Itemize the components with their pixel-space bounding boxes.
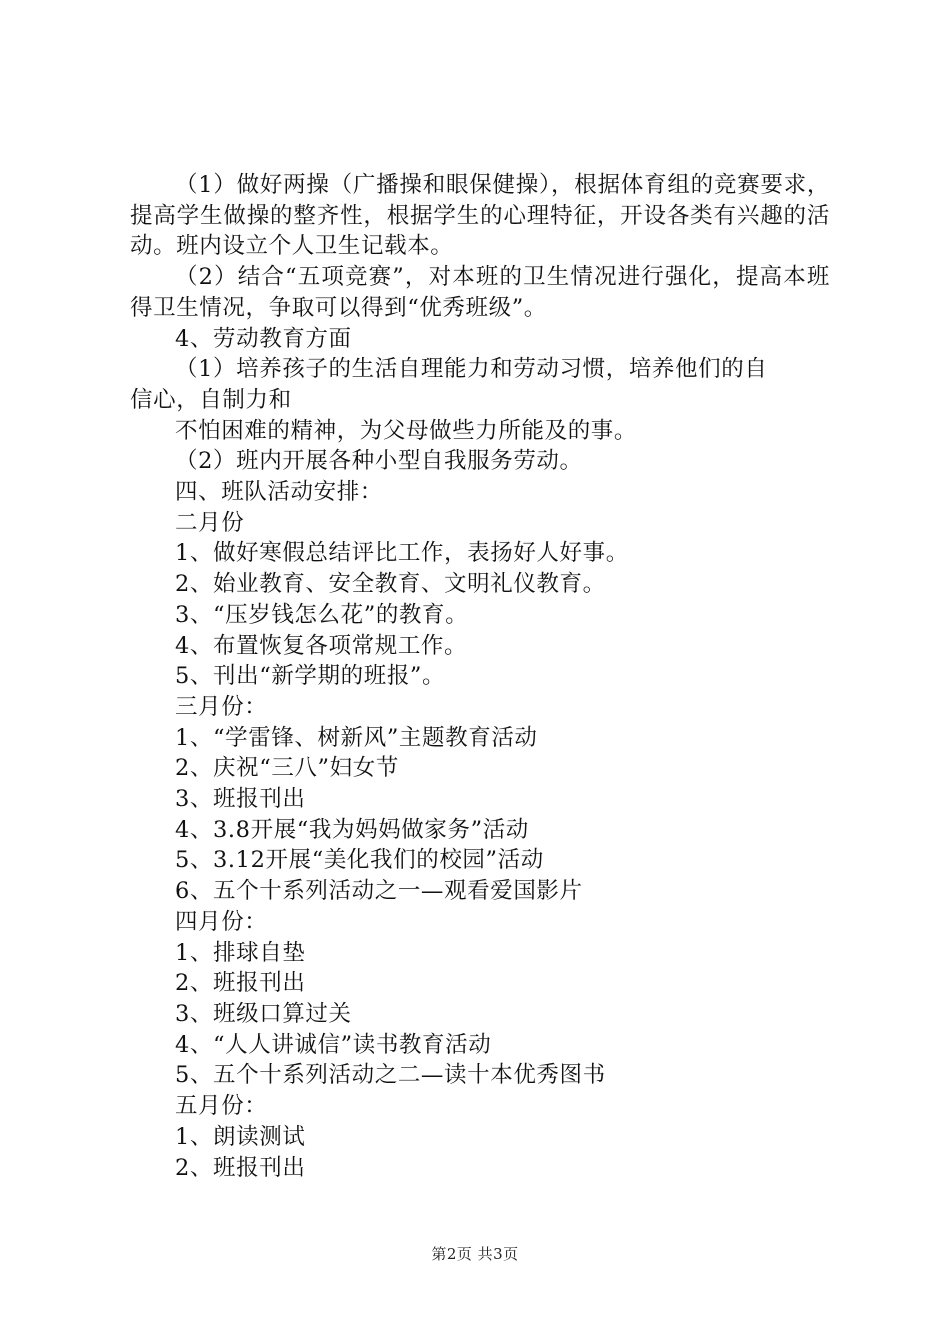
list-item: 2、始业教育、安全教育、文明礼仪教育。 xyxy=(175,571,606,598)
list-item: 2、班报刊出 xyxy=(175,970,306,997)
list-item: 2、庆祝“三八”妇女节 xyxy=(175,755,399,782)
list-item: 5、刊出“新学期的班报”。 xyxy=(175,663,446,690)
list-item: 4、“人人讲诚信”读书教育活动 xyxy=(175,1031,492,1058)
paragraph-exercise: （1）做好两操（广播操和眼保健操），根据体育组的竞赛要求，提高学生做操的整齐性，根据学生的心理特征，开设各类有兴趣的活动。班内设立个人卫生记载本。 xyxy=(130,172,830,260)
page-footer: 第2页 共3页 xyxy=(431,1245,519,1263)
list-item: 1、朗读测试 xyxy=(175,1123,306,1150)
paragraph-hygiene: （2）结合“五项竞赛”，对本班的卫生情况进行强化，提高本班得卫生情况，争取可以得到“优秀班级”。 xyxy=(130,264,830,321)
text-line: （2）班内开展各种小型自我服务劳动。 xyxy=(175,448,583,475)
text-line: 4、劳动教育方面 xyxy=(175,325,352,352)
list-item: 1、排球自垫 xyxy=(175,939,306,966)
list-item: 4、布置恢复各项常规工作。 xyxy=(175,632,468,659)
text-line: 信心，自制力和 xyxy=(130,386,292,413)
list-item: 1、“学雷锋、树新风”主题教育活动 xyxy=(175,724,538,751)
list-item: 3、“压岁钱怎么花”的教育。 xyxy=(175,601,469,628)
text-line: （1）培养孩子的生活自理能力和劳动习惯，培养他们的自 xyxy=(175,356,768,383)
month-heading: 二月份 xyxy=(175,509,245,536)
month-heading: 三月份： xyxy=(175,693,268,720)
text-line: 不怕困难的精神，为父母做些力所能及的事。 xyxy=(175,417,638,444)
list-item: 3、班报刊出 xyxy=(175,786,306,813)
list-item: 4、3.8开展“我为妈妈做家务”活动 xyxy=(175,816,529,843)
list-item: 2、班报刊出 xyxy=(175,1154,306,1181)
document-body xyxy=(130,170,830,1183)
list-item: 5、3.12开展“美化我们的校园”活动 xyxy=(175,847,544,874)
section-heading: 四、班队活动安排： xyxy=(175,479,383,506)
list-item: 1、做好寒假总结评比工作，表扬好人好事。 xyxy=(175,540,629,567)
month-heading: 五月份： xyxy=(175,1093,268,1120)
list-item: 5、五个十系列活动之二—读十本优秀图书 xyxy=(175,1062,606,1089)
month-heading: 四月份： xyxy=(175,908,268,935)
list-item: 3、班级口算过关 xyxy=(175,1000,352,1027)
list-item: 6、五个十系列活动之一—观看爱国影片 xyxy=(175,878,583,905)
